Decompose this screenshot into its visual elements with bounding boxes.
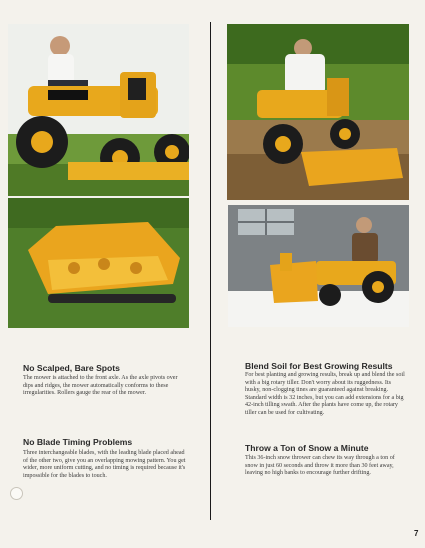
section-body: This 36-inch snow thrower can chew its way through a ton of snow in just 60 seconds and throw it more than 30 feet away, leaving no high banks to encourage further drifting. [245,455,395,477]
section-body: The mower is attached to the front axle. As the axle pivots over dips and ridges, the mower automatically conforms to these irregularities. Rollers gauge the rear of the mower. [23,375,178,397]
page-number: 7 [414,529,419,538]
tractor-with-tiller-photo [227,24,409,200]
section-heading: Throw a Ton of Snow a Minute [245,443,369,453]
tractor-with-mower-photo [8,24,189,196]
section-heading: No Scalped, Bare Spots [23,363,120,373]
section-heading: Blend Soil for Best Growing Results [245,361,393,371]
column-divider [210,22,211,520]
section-body: For best planting and growing results, break up and blend the soil with a big rotary tiller. Don't worry about its ruggedness. Its husky, non-clogging tines are guaranteed against breaking. Standard width is 32 inches, but you can add extensions for a big 42-inch tilling swath. After the plants have come up, the rotary tiller can be used for cultivating. [245,372,405,416]
tractor-with-snow-thrower-photo [228,205,409,327]
section-heading: No Blade Timing Problems [23,437,133,447]
section-body: Three interchangeable blades, with the leading blade placed ahead of the other two, give you an overlapping mowing pattern. You get wider, more uniform cutting, and no timing is required because it's impossible for the blades to touch. [23,450,186,479]
binder-hole [10,487,23,500]
mower-deck-photo [8,198,189,328]
